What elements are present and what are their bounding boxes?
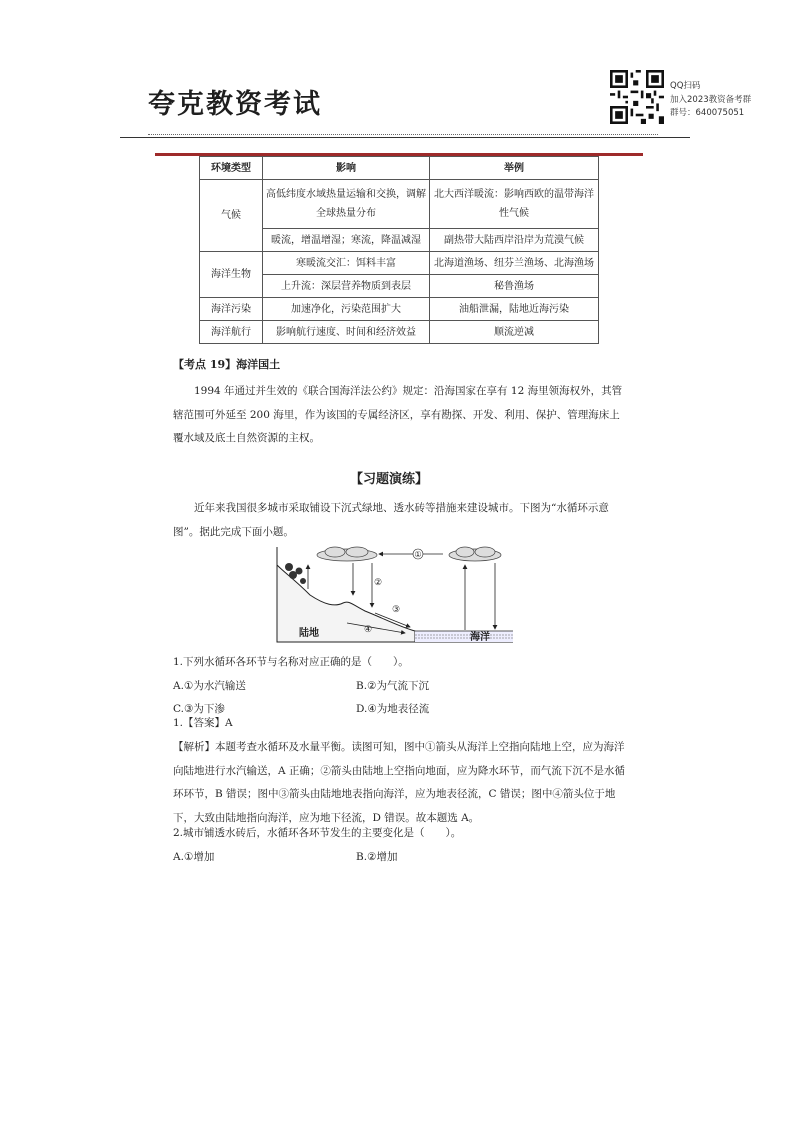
table-header: 举例 (430, 157, 599, 180)
table-header-row (200, 157, 599, 180)
land-label: 陆地 (299, 628, 319, 639)
analysis-1: 【解析】本题考查水循环及水量平衡。读图可知，图中①箭头从海洋上空指向陆地上空，应为海洋向陆地进行水汽输送，A 正确；②箭头由陆地上空指向地面，应为降水环节，而气流下沉不是水循环环节，B 错误；图中③箭头由陆地地表指向海洋，应为地表径流，C 错误；图中④箭头位于地下，大致由陆地指向海洋，应为地下径流，D 错误。故本题选 A。 (173, 741, 625, 824)
table-row (200, 180, 599, 229)
answer-1: 1.【答案】A (173, 717, 233, 729)
table-cell: 海洋航行 (200, 321, 263, 344)
label-1: ① (414, 550, 422, 559)
paragraph-ocean-territory: 1994 年通过并生效的《联合国海洋法公约》规定：沿海国家在享有 12 海里领海权外，其管辖范围可外延至 200 海里，作为该国的专属经济区，享有勘探、开发、利用、保护、管理海床上覆水域及底土自然资源的主权。 (173, 385, 623, 444)
question-1-options-row-1 (173, 675, 429, 699)
header-dotted-rule (148, 134, 658, 135)
table-cell: 高低纬度水域热量运输和交换，调解全球热量分布 (263, 180, 430, 229)
brand-title: 夸克教资考试 (148, 89, 322, 120)
paragraph-intro: 近年来我国很多城市采取铺设下沉式绿地、透水砖等措施来建设城市。下图为“水循环示意图”。据此完成下面小题。 (173, 502, 609, 538)
option-b: B.②为气流下沉 (356, 679, 429, 692)
table-cell: 顺流逆减 (430, 321, 599, 344)
table-cell: 副热带大陆西岸沿岸为荒漠气候 (430, 229, 599, 252)
table-cell: 油船泄漏，陆地近海污染 (430, 298, 599, 321)
qr-line-2: 加入2023教资备考群 (670, 94, 752, 105)
table-cell: 上升流：深层营养物质到表层 (263, 275, 430, 298)
question-2 (173, 822, 461, 869)
qr-code-icon (610, 70, 664, 124)
option-b: B.②增加 (356, 850, 398, 863)
environment-impact-table (199, 156, 599, 344)
table-cell: 气候 (200, 180, 263, 252)
cloud-right-icon (449, 547, 501, 561)
water-cycle-diagram (275, 545, 515, 645)
option-a: A.①为水汽输送 (173, 679, 246, 692)
cloud-left-icon (317, 547, 377, 561)
table-cell: 寒暖流交汇：饵料丰富 (263, 252, 430, 275)
table-cell: 加速净化，污染范围扩大 (263, 298, 430, 321)
table-header: 影响 (263, 157, 430, 180)
qr-line-1: QQ扫码 (670, 81, 701, 91)
table-cell: 北大西洋暖流：影响西欧的温带海洋性气候 (430, 180, 599, 229)
table-cell: 海洋污染 (200, 298, 263, 321)
option-c: C.③为下渗 (173, 703, 225, 715)
label-4: ④ (363, 625, 373, 635)
sea-label: 海洋 (470, 632, 490, 643)
option-a: A.①增加 (173, 850, 215, 863)
sea-area (415, 631, 513, 642)
table-cell: 北海道渔场、纽芬兰渔场、北海渔场 (430, 252, 599, 275)
question-1 (173, 651, 429, 722)
land-slope (277, 565, 415, 642)
table-header: 环境类型 (200, 157, 263, 180)
table-row (200, 252, 599, 275)
section-heading: 【考点 19】海洋国土 (173, 358, 281, 371)
table-cell: 海洋生物 (200, 252, 263, 298)
table-cell: 影响航行速度、时间和经济效益 (263, 321, 430, 344)
qr-line-3: 群号：640075051 (670, 108, 745, 118)
table-row (200, 298, 599, 321)
table-row (200, 321, 599, 344)
label-2: ② (373, 578, 383, 588)
exercise-title: 【习题演练】 (350, 472, 429, 487)
option-d: D.④为地表径流 (356, 703, 430, 715)
table-cell: 秘鲁渔场 (430, 275, 599, 298)
table-cell: 暖流，增温增湿；寒流，降温减湿 (263, 229, 430, 252)
question-2-stem: 2.城市铺透水砖后，水循环各环节发生的主要变化是（ ）。 (173, 827, 462, 839)
label-3: ③ (391, 605, 401, 615)
header-rule (120, 137, 690, 138)
qr-caption (670, 80, 751, 121)
question-2-options-row-1 (173, 846, 461, 870)
question-1-stem: 1.下列水循环各环节与名称对应正确的是（ ）。 (173, 656, 409, 668)
